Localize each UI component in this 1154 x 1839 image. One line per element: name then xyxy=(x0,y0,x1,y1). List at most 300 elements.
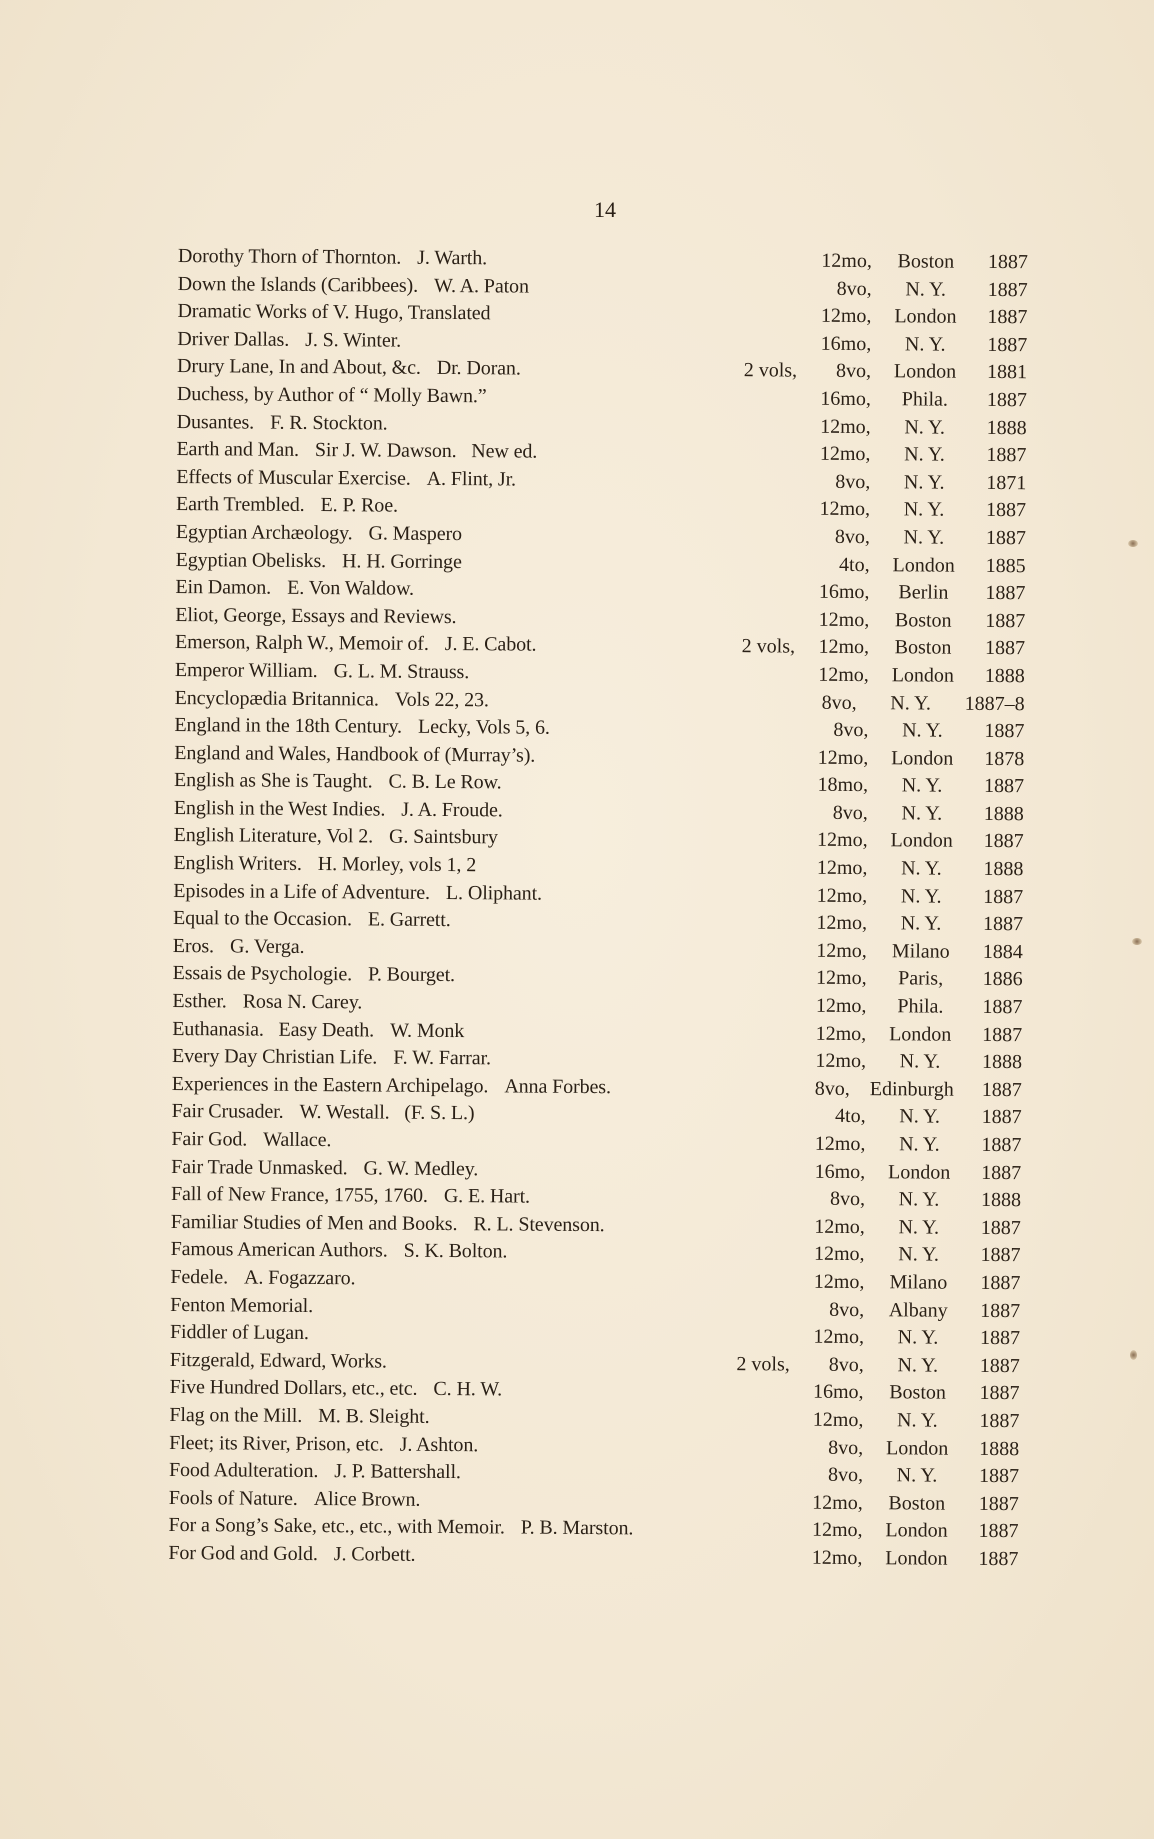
entry-year: 1887 xyxy=(985,609,1026,632)
entry-format: 8vo, xyxy=(835,360,872,383)
entry-place: N. Y. xyxy=(899,1133,940,1156)
entry-place: London xyxy=(890,829,953,853)
entry-imprint xyxy=(806,524,1026,553)
entry-format: 12mo, xyxy=(817,746,869,769)
entry-place: Boston xyxy=(889,1381,947,1405)
entry-format: 12mo, xyxy=(820,304,872,328)
entry-year: 1887 xyxy=(982,995,1023,1019)
entry-title-line xyxy=(174,740,535,770)
entry-format: 8vo, xyxy=(828,1436,864,1459)
entry-imprint xyxy=(807,330,1027,359)
entry-format: 12mo, xyxy=(818,663,869,686)
entry-place: N. Y. xyxy=(898,1243,939,1266)
entry-title: Dramatic Works of V. Hugo, Translated xyxy=(177,300,491,325)
entry-title: Dusantes. xyxy=(176,410,255,434)
entry-format: 16mo, xyxy=(812,1381,864,1404)
entry-title-line xyxy=(170,1347,387,1376)
entry-year: 1887 xyxy=(985,582,1026,605)
entry-title: Encyclopædia Britannica. xyxy=(174,686,379,710)
entry-author: J. A. Froude. xyxy=(401,798,503,822)
entry-place: London xyxy=(888,1160,951,1184)
entry-title: Fleet; its River, Prison, etc. xyxy=(169,1431,384,1456)
entry-year: 1887 xyxy=(984,720,1025,743)
entry-format: 16mo, xyxy=(820,387,871,411)
entry-author: F. W. Farrar. xyxy=(393,1046,491,1070)
entry-author: M. B. Sleight. xyxy=(318,1404,430,1428)
entry-title-line xyxy=(178,243,487,273)
entry-imprint xyxy=(803,910,1023,939)
entry-title-line xyxy=(170,1319,309,1348)
entry-format: 12mo, xyxy=(816,884,868,907)
entry-author: Wallace. xyxy=(263,1128,332,1152)
entry-place: N. Y. xyxy=(903,526,945,549)
entry-format: 8vo, xyxy=(835,470,871,493)
entry-year: 1888 xyxy=(983,802,1024,826)
entry-title-line xyxy=(173,933,305,962)
entry-year: 1888 xyxy=(984,664,1025,688)
entry-year: 1887 xyxy=(979,1382,1020,1405)
entry-title-line xyxy=(170,1292,313,1321)
entry-imprint xyxy=(808,248,1028,277)
entry-volumes: 2 vols, xyxy=(743,359,798,382)
entry-author: E. Von Waldow. xyxy=(287,576,415,600)
entry-year: 1887 xyxy=(979,1409,1020,1433)
entry-title: Fedele. xyxy=(170,1265,229,1289)
entry-format: 12mo, xyxy=(814,1132,866,1156)
entry-title-line xyxy=(169,1429,478,1459)
entry-title-line xyxy=(172,1016,464,1046)
entry-format: 18mo, xyxy=(817,773,869,797)
entry-format: 12mo, xyxy=(813,1270,865,1294)
entry-year: 1888 xyxy=(983,857,1024,881)
entry-year: 1887 xyxy=(978,1492,1019,1515)
entry-title: Driver Dallas. xyxy=(177,327,290,351)
entry-year: 1887 xyxy=(980,1216,1021,1239)
entry-format: 8vo, xyxy=(827,1463,864,1487)
entry-place: Phila. xyxy=(897,995,944,1018)
entry-format: 12mo, xyxy=(816,829,868,852)
entry-imprint xyxy=(807,413,1027,442)
entry-format: 16mo, xyxy=(814,1160,866,1183)
entry-imprint xyxy=(801,1158,1021,1187)
entry-format: 12mo, xyxy=(812,1408,864,1431)
entry-place: Milano xyxy=(889,1271,948,1294)
entry-title-line xyxy=(175,684,489,714)
entry-format: 12mo, xyxy=(813,1325,865,1349)
entry-author: J. S. Winter. xyxy=(305,328,402,352)
entry-place: N. Y. xyxy=(904,415,946,439)
entry-imprint xyxy=(804,827,1024,856)
listing-entry xyxy=(168,1540,1018,1574)
entry-title: Esther. xyxy=(172,990,227,1013)
entry-volumes: 2 vols, xyxy=(741,635,796,658)
entry-title-line xyxy=(177,298,490,328)
book-listing xyxy=(168,243,1028,1574)
entry-year: 1886 xyxy=(982,968,1023,991)
entry-imprint xyxy=(742,633,1026,663)
entry-author: Dr. Doran. xyxy=(436,357,521,380)
entry-imprint xyxy=(799,1434,1019,1463)
entry-title: Down the Islands (Caribbees). xyxy=(177,272,419,297)
entry-imprint xyxy=(793,689,1025,718)
entry-title-line xyxy=(171,1209,605,1240)
entry-year: 1881 xyxy=(986,361,1028,384)
entry-title-line xyxy=(174,822,498,852)
entry-place: Berlin xyxy=(898,581,949,604)
entry-title: Familiar Studies of Men and Books. xyxy=(170,1210,458,1235)
entry-place: N. Y. xyxy=(897,1354,939,1377)
entry-format: 12mo, xyxy=(814,1215,865,1238)
entry-imprint xyxy=(800,1269,1020,1298)
entry-place: N. Y. xyxy=(901,774,943,797)
entry-title: Fall of New France, 1755, 1760. xyxy=(170,1183,428,1208)
entry-place: N. Y. xyxy=(900,912,942,935)
entry-format: 12mo, xyxy=(819,442,871,466)
entry-title: Equal to the Occasion. xyxy=(172,907,352,931)
entry-imprint xyxy=(804,717,1024,746)
entry-imprint xyxy=(806,468,1026,497)
entry-place: London xyxy=(892,553,955,577)
entry-title: Euthanasia. Easy Death. xyxy=(172,1017,375,1042)
entry-title-line xyxy=(169,1485,421,1514)
entry-author: L. Oliphant. xyxy=(445,881,543,905)
entry-author: W. Westall. (F. S. L.) xyxy=(299,1101,475,1125)
entry-imprint xyxy=(805,662,1025,691)
entry-format: 12mo, xyxy=(818,636,870,659)
entry-author: G. Maspero xyxy=(368,522,463,546)
entry-place: N. Y. xyxy=(901,857,942,880)
entry-place: N. Y. xyxy=(898,1216,940,1239)
entry-author: J. Warth. xyxy=(417,246,488,270)
entry-place: Boston xyxy=(894,636,952,659)
entry-title-line xyxy=(171,1154,478,1184)
page-blemish xyxy=(1128,540,1138,547)
entry-place: N. Y. xyxy=(903,498,945,521)
entry-format: 4to, xyxy=(839,553,870,576)
entry-author: H. H. Gorringe xyxy=(342,549,462,573)
entry-format: 12mo, xyxy=(811,1546,863,1569)
entry-author: E. Garrett. xyxy=(367,908,451,932)
entry-author: H. Morley, vols 1, 2 xyxy=(317,853,477,877)
entry-imprint xyxy=(799,1489,1019,1518)
entry-author: Anna Forbes. xyxy=(504,1075,612,1099)
entry-format: 12mo, xyxy=(816,939,867,962)
entry-year: 1887 xyxy=(981,1078,1022,1102)
entry-author: Vols 22, 23. xyxy=(394,688,489,711)
entry-year: 1887 xyxy=(979,1354,1020,1377)
entry-title-line xyxy=(170,1264,355,1293)
entry-imprint xyxy=(804,772,1024,801)
entry-imprint xyxy=(800,1324,1020,1353)
entry-format: 12mo, xyxy=(818,608,870,631)
entry-author: W. Monk xyxy=(390,1019,465,1042)
entry-title-line xyxy=(173,905,451,935)
entry-author: G. Verga. xyxy=(229,935,305,958)
entry-format: 8vo, xyxy=(833,718,869,742)
entry-place: N. Y. xyxy=(897,1409,938,1432)
entry-title-line xyxy=(168,1540,415,1569)
entry-title-line xyxy=(172,1098,475,1128)
entry-year: 1885 xyxy=(985,554,1026,577)
entry-format: 12mo, xyxy=(815,1049,867,1073)
entry-imprint xyxy=(798,1544,1018,1573)
entry-title: Five Hundred Dollars, etc., etc. xyxy=(169,1376,418,1401)
entry-author: P. Bourget. xyxy=(368,963,456,987)
entry-title-line xyxy=(176,547,462,577)
entry-place: N. Y. xyxy=(902,719,943,742)
entry-year: 1878 xyxy=(984,747,1025,770)
entry-year: 1887 xyxy=(980,1244,1021,1267)
entry-author: C. B. Le Row. xyxy=(388,770,502,794)
entry-format: 8vo, xyxy=(836,277,872,300)
entry-author: Alice Brown. xyxy=(313,1487,421,1511)
entry-title: Fitzgerald, Edward, Works. xyxy=(169,1348,387,1373)
entry-imprint xyxy=(801,1213,1021,1242)
entry-year: 1887 xyxy=(986,444,1027,467)
entry-format: 12mo, xyxy=(816,856,868,880)
entry-format: 12mo, xyxy=(815,994,867,1018)
entry-imprint xyxy=(798,1517,1018,1546)
entry-place: N. Y. xyxy=(904,443,945,466)
entry-year: 1887 xyxy=(978,1465,1020,1488)
entry-title: English Writers. xyxy=(173,852,302,875)
entry-author: Rosa N. Carey. xyxy=(242,990,363,1014)
entry-year: 1887 xyxy=(985,499,1027,522)
entry-place: London xyxy=(893,360,957,384)
entry-place: London xyxy=(891,664,955,687)
entry-year: 1887 xyxy=(987,278,1028,301)
entry-title-line xyxy=(172,1071,611,1102)
entry-title-line xyxy=(171,1126,331,1155)
entry-place: Boston xyxy=(897,250,955,273)
entry-imprint xyxy=(801,1131,1021,1160)
entry-author: W. A. Paton xyxy=(433,274,529,298)
entry-title: Drury Lane, In and About, &c. xyxy=(177,355,421,380)
entry-title-line xyxy=(175,629,537,659)
entry-place: Boston xyxy=(888,1491,946,1515)
entry-volumes: 2 vols, xyxy=(736,1352,790,1376)
entry-year: 1887–8 xyxy=(964,692,1025,715)
entry-title: Episodes in a Life of Adventure. xyxy=(173,879,431,904)
entry-title-line xyxy=(177,409,388,438)
entry-imprint xyxy=(799,1379,1019,1408)
entry-place: London xyxy=(885,1519,948,1542)
entry-title: Eliot, George, Essays and Reviews. xyxy=(175,603,457,628)
entry-imprint xyxy=(806,441,1026,470)
entry-imprint xyxy=(803,855,1023,884)
entry-format: 12mo, xyxy=(813,1243,865,1266)
entry-place: N. Y. xyxy=(904,333,946,356)
entry-title: Fiddler of Lugan. xyxy=(169,1321,309,1345)
entry-title: Fenton Memorial. xyxy=(170,1293,314,1317)
entry-title: English in the West Indies. xyxy=(173,796,386,821)
entry-author: J. Corbett. xyxy=(333,1543,416,1566)
entry-author: G. W. Medley. xyxy=(363,1156,479,1180)
entry-title: Food Adulteration. xyxy=(168,1459,319,1483)
entry-format: 12mo, xyxy=(816,911,868,935)
entry-title: Fair Trade Unmasked. xyxy=(171,1155,348,1179)
entry-author: F. R. Stockton. xyxy=(270,411,388,435)
entry-imprint xyxy=(804,744,1024,773)
entry-imprint xyxy=(736,1351,1020,1381)
entry-title: Fools of Nature. xyxy=(168,1486,298,1510)
entry-author: E. P. Roe. xyxy=(320,494,399,517)
entry-title: Emerson, Ralph W., Memoir of. xyxy=(174,631,429,656)
entry-year: 1884 xyxy=(982,940,1023,964)
entry-title-line xyxy=(176,464,516,494)
entry-imprint xyxy=(805,606,1025,635)
entry-year: 1888 xyxy=(979,1437,1020,1460)
entry-imprint xyxy=(799,1407,1019,1436)
entry-title: Duchess, by Author of “ Molly Bawn.” xyxy=(176,382,487,408)
entry-place: London xyxy=(894,305,957,328)
entry-title: Egyptian Archæology. xyxy=(175,520,353,545)
entry-title-line xyxy=(171,1236,508,1266)
entry-year: 1887 xyxy=(978,1547,1019,1571)
entry-year: 1888 xyxy=(981,1051,1023,1074)
entry-title-line xyxy=(174,712,550,742)
entry-title: Fair Crusader. xyxy=(171,1100,284,1124)
entry-title-line xyxy=(175,602,456,632)
entry-place: Paris, xyxy=(898,967,944,991)
entry-year: 1887 xyxy=(980,1299,1021,1322)
entry-imprint xyxy=(800,1241,1020,1270)
entry-place: Edinburgh xyxy=(869,1077,954,1101)
entry-format: 12mo, xyxy=(811,1518,863,1542)
entry-place: Albany xyxy=(888,1298,948,1322)
entry-year: 1887 xyxy=(986,388,1027,412)
entry-author: A. Flint, Jr. xyxy=(426,467,517,491)
entry-year: 1871 xyxy=(986,471,1027,494)
entry-format: 12mo, xyxy=(815,967,867,990)
entry-imprint xyxy=(800,1296,1020,1325)
entry-imprint xyxy=(808,275,1028,304)
entry-imprint xyxy=(807,386,1027,415)
entry-title: Experiences in the Eastern Archipelago. xyxy=(171,1072,489,1098)
entry-author: Sir J. W. Dawson. New ed. xyxy=(314,439,538,463)
entry-format: 8vo, xyxy=(821,691,857,714)
entry-title-line xyxy=(168,1512,633,1543)
entry-year: 1887 xyxy=(982,913,1024,936)
entry-title: Eros. xyxy=(172,934,215,958)
entry-format: 16mo, xyxy=(820,332,872,355)
entry-author: G. E. Hart. xyxy=(443,1185,531,1208)
entry-title-line xyxy=(169,1457,461,1487)
entry-imprint xyxy=(802,1103,1022,1132)
entry-year: 1887 xyxy=(984,637,1026,660)
entry-year: 1888 xyxy=(980,1189,1022,1212)
entry-author: A. Fogazzaro. xyxy=(243,1266,356,1290)
entry-format: 12mo, xyxy=(821,249,872,273)
entry-year: 1887 xyxy=(983,885,1024,908)
entry-author: S. K. Bolton. xyxy=(403,1240,508,1263)
page-blemish xyxy=(1132,938,1142,945)
entry-title: England in the 18th Century. xyxy=(174,714,403,738)
entry-title: Flag on the Mill. xyxy=(169,1403,303,1427)
entry-format: 8vo, xyxy=(829,1298,865,1321)
entry-year: 1887 xyxy=(985,526,1026,550)
entry-place: N. Y. xyxy=(905,277,947,301)
entry-author: C. H. W. xyxy=(433,1378,503,1401)
entry-imprint xyxy=(803,937,1023,966)
entry-year: 1887 xyxy=(981,1133,1022,1157)
entry-format: 8vo, xyxy=(834,525,870,549)
entry-author: R. L. Stevenson. xyxy=(473,1212,605,1236)
entry-imprint xyxy=(804,799,1024,828)
entry-place: N. Y. xyxy=(896,1464,938,1487)
entry-author: J. E. Cabot. xyxy=(444,633,537,656)
entry-title: Famous American Authors. xyxy=(170,1238,388,1262)
entry-year: 1887 xyxy=(980,1271,1021,1295)
entry-imprint xyxy=(805,579,1025,608)
entry-year: 1887 xyxy=(979,1327,1021,1350)
entry-format: 12mo, xyxy=(815,1022,867,1045)
entry-title: Essais de Psychologie. xyxy=(172,962,353,986)
entry-title: Dorothy Thorn of Thornton. xyxy=(177,244,402,269)
entry-year: 1887 xyxy=(983,830,1024,853)
entry-title: Earth and Man. xyxy=(176,438,300,462)
entry-imprint xyxy=(806,551,1026,580)
entry-format: 8vo, xyxy=(832,801,868,824)
entry-format: 12mo, xyxy=(820,415,871,438)
entry-title-line xyxy=(177,381,487,411)
entry-title-line xyxy=(171,1181,530,1211)
entry-place: Phila. xyxy=(901,388,949,411)
entry-place: N. Y. xyxy=(903,471,945,494)
entry-format: 12mo, xyxy=(819,498,871,521)
entry-place: Milano xyxy=(891,940,950,963)
entry-imprint xyxy=(744,358,1028,388)
entry-year: 1887 xyxy=(987,306,1028,329)
entry-title-line xyxy=(176,436,537,466)
entry-imprint xyxy=(802,1020,1022,1049)
entry-imprint xyxy=(802,993,1022,1022)
entry-title-line xyxy=(173,960,456,990)
entry-format: 4to, xyxy=(834,1105,866,1128)
entry-title: Ein Damon. xyxy=(175,576,272,599)
entry-place: N. Y. xyxy=(897,1326,939,1349)
page-number: 14 xyxy=(594,197,616,222)
entry-year: 1887 xyxy=(978,1520,1019,1543)
entry-author: Lecky, Vols 5, 6. xyxy=(417,715,550,739)
entry-imprint xyxy=(806,496,1026,525)
entry-place: N. Y. xyxy=(898,1188,940,1211)
entry-title-line xyxy=(175,574,414,603)
entry-place: N. Y. xyxy=(890,691,932,715)
page-blemish xyxy=(1130,1350,1137,1360)
entry-year: 1887 xyxy=(982,1023,1023,1046)
entry-title: English as She is Taught. xyxy=(173,769,373,793)
entry-title-line xyxy=(175,657,469,687)
entry-title-line xyxy=(177,326,401,355)
entry-title-line xyxy=(170,1374,503,1404)
entry-format: 12mo, xyxy=(812,1491,863,1514)
entry-title: Earth Trembled. xyxy=(176,493,305,517)
entry-author: P. B. Marston. xyxy=(520,1516,634,1540)
entry-year: 1887 xyxy=(981,1106,1022,1129)
entry-title: England and Wales, Handbook of (Murray’s). xyxy=(174,741,536,767)
entry-place: London xyxy=(889,1022,952,1046)
entry-place: Boston xyxy=(894,608,952,632)
entry-format: 8vo, xyxy=(828,1353,864,1376)
entry-title: Egyptian Obelisks. xyxy=(175,548,327,572)
entry-imprint xyxy=(786,1075,1022,1104)
entry-imprint xyxy=(801,1186,1021,1215)
entry-title-line xyxy=(172,1043,491,1073)
entry-imprint xyxy=(802,1048,1022,1077)
entry-title-line xyxy=(176,519,462,549)
entry-year: 1887 xyxy=(987,333,1028,357)
